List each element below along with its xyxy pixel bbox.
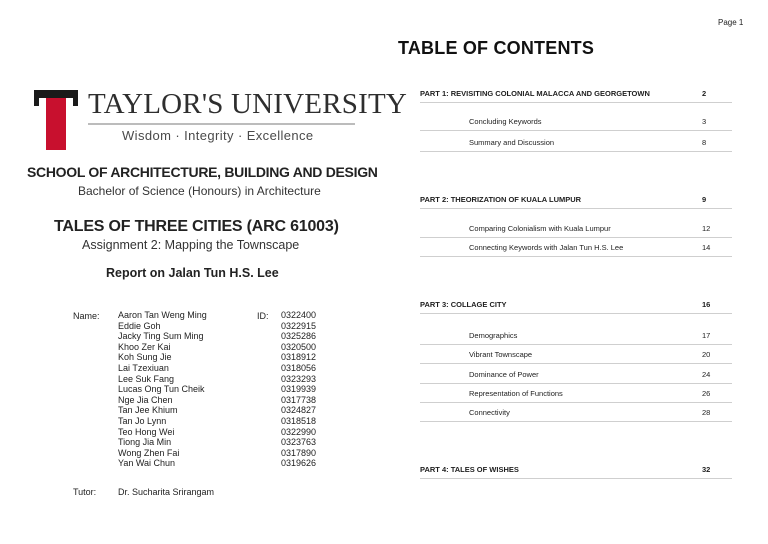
toc-divider <box>420 151 732 152</box>
toc-entry-title: Connecting Keywords with Jalan Tun H.S. Lee <box>469 243 624 252</box>
toc-entry-title: Demographics <box>469 331 518 340</box>
toc-heading: TABLE OF CONTENTS <box>398 38 595 58</box>
report-title: Report on Jalan Tun H.S. Lee <box>106 266 279 280</box>
member-id: 0318912 <box>281 352 317 363</box>
toc-sub-entry <box>420 408 732 419</box>
university-logo <box>34 88 408 150</box>
toc-entry-title: PART 1: REVISITING COLONIAL MALACCA AND GEORGETOWN <box>420 89 650 98</box>
member-name: Tiong Jia Min <box>118 437 172 448</box>
toc-part-entry <box>420 89 732 100</box>
course-title: TALES OF THREE CITIES (ARC 61003) <box>54 218 339 235</box>
logo-divider <box>88 123 355 125</box>
toc-entry-title: PART 4: TALES OF WISHES <box>420 465 519 474</box>
member-id: 0318056 <box>281 362 317 373</box>
member-id: 0323763 <box>281 437 317 448</box>
toc-entry-page: 9 <box>702 195 707 204</box>
toc-entry-title: Vibrant Townscape <box>469 350 533 359</box>
toc-divider <box>420 383 732 384</box>
member-name: Lai Tzexiuan <box>118 362 169 373</box>
toc-part-entry <box>420 195 732 206</box>
logo-wordmark: TAYLOR'S UNIVERSITY <box>88 88 408 120</box>
toc-entry-page: 20 <box>702 350 711 359</box>
page-number: Page 1 <box>718 18 744 27</box>
toc-entry-page: 32 <box>702 465 711 474</box>
member-id: 0322990 <box>281 426 317 437</box>
member-name: Teo Hong Wei <box>118 426 175 437</box>
member-id: 0323293 <box>281 373 317 384</box>
assignment-title: Assignment 2: Mapping the Townscape <box>82 238 300 252</box>
toc-sub-entry <box>420 224 732 235</box>
member-names <box>118 310 207 469</box>
toc-entry-title: Dominance of Power <box>469 370 539 379</box>
toc-entry-page: 24 <box>702 370 711 379</box>
member-name: Lucas Ong Tun Cheik <box>118 384 205 395</box>
crest-icon <box>34 90 78 150</box>
member-name: Jacky Ting Sum Ming <box>118 331 204 342</box>
toc-divider <box>420 313 732 314</box>
member-name: Aaron Tan Weng Ming <box>118 310 207 320</box>
toc-entry-title: Connectivity <box>469 408 510 417</box>
toc-sub-entry <box>420 350 732 361</box>
toc-entry-page: 8 <box>702 138 707 147</box>
toc-divider <box>420 344 732 345</box>
toc-divider <box>420 402 732 403</box>
toc-entry-page: 16 <box>702 300 711 309</box>
name-label: Name: <box>73 311 100 321</box>
toc-divider <box>420 208 732 209</box>
member-id: 0320500 <box>281 341 317 352</box>
toc-sub-entry <box>420 331 732 342</box>
toc-divider <box>420 363 732 364</box>
member-name: Lee Suk Fang <box>118 373 175 384</box>
toc-entry-page: 12 <box>702 224 711 233</box>
toc-divider <box>420 256 732 257</box>
toc-entry-title: Summary and Discussion <box>469 138 555 147</box>
toc-divider <box>420 130 732 131</box>
toc-sub-entry <box>420 138 732 149</box>
member-name: Khoo Zer Kai <box>118 341 171 352</box>
member-name: Eddie Goh <box>118 320 161 331</box>
member-id: 0325286 <box>281 331 317 342</box>
toc-sub-entry <box>420 243 732 254</box>
member-name: Yan Wai Chun <box>118 458 176 469</box>
toc-divider <box>420 478 732 479</box>
toc-divider <box>420 102 732 103</box>
tutor-name: Dr. Sucharita Srirangam <box>118 487 215 497</box>
member-id: 0322400 <box>281 310 317 320</box>
toc-entry-title: Comparing Colonialism with Kuala Lumpur <box>469 224 611 233</box>
toc-entry-title: Representation of Functions <box>469 389 563 398</box>
toc-entry-page: 28 <box>702 408 711 417</box>
toc-sub-entry <box>420 117 732 128</box>
toc-entry-title: Concluding Keywords <box>469 117 542 126</box>
member-ids <box>281 310 316 469</box>
member-name: Wong Zhen Fai <box>118 447 180 458</box>
member-id: 0317738 <box>281 394 317 405</box>
member-name: Nge Jia Chen <box>118 394 173 405</box>
school-name: SCHOOL OF ARCHITECTURE, BUILDING AND DESIGN <box>27 164 378 180</box>
toc-sub-entry <box>420 389 732 400</box>
toc-divider <box>420 421 732 422</box>
toc-entry-page: 3 <box>702 117 707 126</box>
member-name: Tan Jee Khium <box>118 405 178 416</box>
member-id: 0319939 <box>281 384 317 395</box>
member-name: Koh Sung Jie <box>118 352 172 363</box>
toc-entry-page: 17 <box>702 331 711 340</box>
toc-entry-page: 14 <box>702 243 711 252</box>
toc-sub-entry <box>420 370 732 381</box>
toc-entry-title: PART 2: THEORIZATION OF KUALA LUMPUR <box>420 195 582 204</box>
member-name: Tan Jo Lynn <box>118 415 167 426</box>
member-id: 0319626 <box>281 458 317 469</box>
toc-part-entry <box>420 300 732 311</box>
degree-name: Bachelor of Science (Honours) in Architecture <box>78 184 321 198</box>
id-label: ID: <box>257 311 269 321</box>
toc-entry-page: 2 <box>702 89 707 98</box>
member-id: 0318518 <box>281 415 317 426</box>
member-id: 0317890 <box>281 447 317 458</box>
logo-tagline: Wisdom · Integrity · Excellence <box>122 128 314 143</box>
member-id: 0324827 <box>281 405 317 416</box>
toc-part-entry <box>420 465 732 476</box>
toc-entry-page: 26 <box>702 389 711 398</box>
member-id: 0322915 <box>281 320 317 331</box>
toc-divider <box>420 237 732 238</box>
toc-entry-title: PART 3: COLLAGE CITY <box>420 300 507 309</box>
tutor-label: Tutor: <box>73 487 97 497</box>
